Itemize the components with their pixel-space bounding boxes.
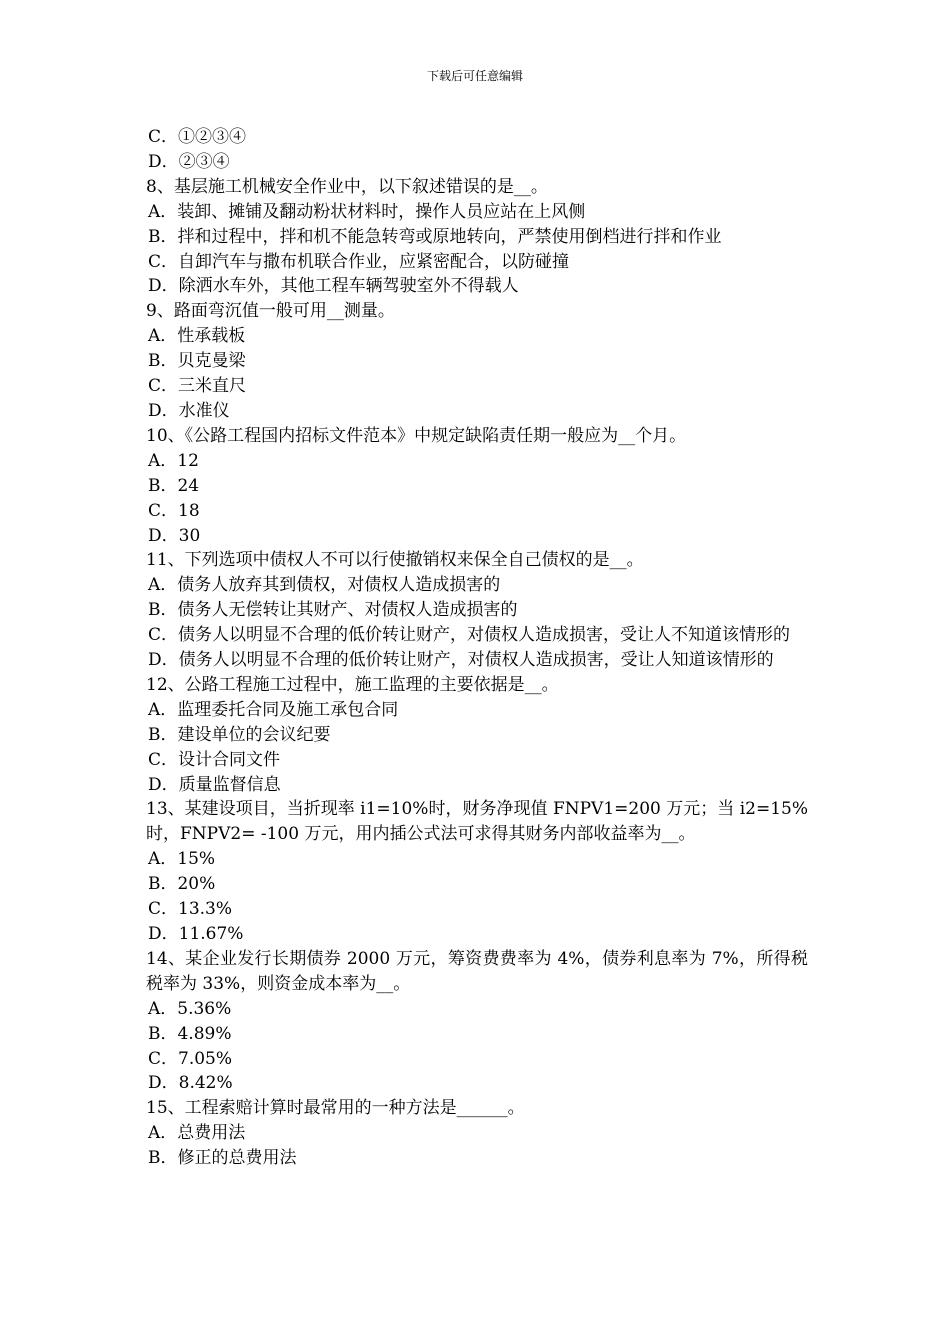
answer-option: B．建设单位的会议纪要 xyxy=(148,724,331,745)
question-text: 8、基层施工机械安全作业中，以下叙述错误的是__。 xyxy=(146,176,548,197)
answer-option: D．水准仪 xyxy=(148,400,230,421)
answer-option: A．5.36% xyxy=(148,998,232,1019)
document-body xyxy=(146,125,808,1171)
answer-option: D．11.67% xyxy=(148,924,244,944)
answer-option: A．总费用法 xyxy=(148,1123,246,1144)
answer-option: B．修正的总费用法 xyxy=(148,1148,297,1169)
answer-option: B．贝克曼梁 xyxy=(148,351,246,372)
question-text: 10、《公路工程国内招标文件范本》中规定缺陷责任期一般应为__个月。 xyxy=(146,425,687,446)
question-text: 14、某企业发行长期债券 2000 万元，筹资费费率为 4%，债券利息率为 7%，所得税税率为 33%，则资金成本率为__。 xyxy=(146,948,808,994)
answer-option: A．装卸、摊铺及翻动粉状材料时，操作人员应站在上风侧 xyxy=(148,201,586,222)
question-text: 9、路面弯沉值一般可用__测量。 xyxy=(146,301,395,322)
answer-option: C．自卸汽车与撒布机联合作业，应紧密配合，以防碰撞 xyxy=(148,251,570,272)
answer-option: C．三米直尺 xyxy=(148,376,247,397)
page-header: 下载后可任意编辑 xyxy=(426,69,523,83)
answer-option: C．债务人以明显不合理的低价转让财产，对债权人造成损害，受让人不知道该情形的 xyxy=(148,625,791,646)
answer-option: A．12 xyxy=(148,450,199,471)
answer-option: C．7.05% xyxy=(148,1048,233,1069)
answer-option: C．①②③④ xyxy=(148,127,247,147)
answer-option: D．除洒水车外，其他工程车辆驾驶室外不得载人 xyxy=(148,276,519,297)
answer-option: A．性承载板 xyxy=(148,326,246,347)
question-text: 12、公路工程施工过程中，施工监理的主要依据是__。 xyxy=(146,674,559,695)
answer-option: D．30 xyxy=(148,525,201,546)
answer-option: A．15% xyxy=(148,849,216,870)
answer-option: C．设计合同文件 xyxy=(148,749,281,770)
answer-option: B．债务人无偿转让其财产、对债权人造成损害的 xyxy=(148,600,518,621)
answer-option: B．4.89% xyxy=(148,1023,232,1044)
answer-option: B．拌和过程中，拌和机不能急转弯或原地转向，严禁使用倒档进行拌和作业 xyxy=(148,226,722,247)
answer-option: C．18 xyxy=(148,500,200,521)
answer-option: B．20% xyxy=(148,874,216,895)
answer-option: C．13.3% xyxy=(148,899,233,920)
answer-option: D．②③④ xyxy=(148,151,230,172)
question-text: 11、下列选项中债权人不可以行使撤销权来保全自己债权的是__。 xyxy=(146,550,644,571)
question-text: 15、工程索赔计算时最常用的一种方法是______。 xyxy=(146,1098,525,1119)
answer-option: A．监理委托合同及施工承包合同 xyxy=(148,699,399,720)
answer-option: B．24 xyxy=(148,475,200,496)
answer-option: D．债务人以明显不合理的低价转让财产，对债权人造成损害，受让人知道该情形的 xyxy=(148,650,774,671)
answer-option: D．质量监督信息 xyxy=(148,774,281,795)
question-text: 13、某建设项目，当折现率 i1=10%时，财务净现值 FNPV1=200 万元；当 i2=15%时，FNPV2= -100 万元，用内插公式法可求得其财务内部收益率为__。 xyxy=(146,799,808,845)
answer-option: A．债务人放弃其到债权，对债权人造成损害的 xyxy=(148,575,501,596)
answer-option: D．8.42% xyxy=(148,1073,233,1094)
